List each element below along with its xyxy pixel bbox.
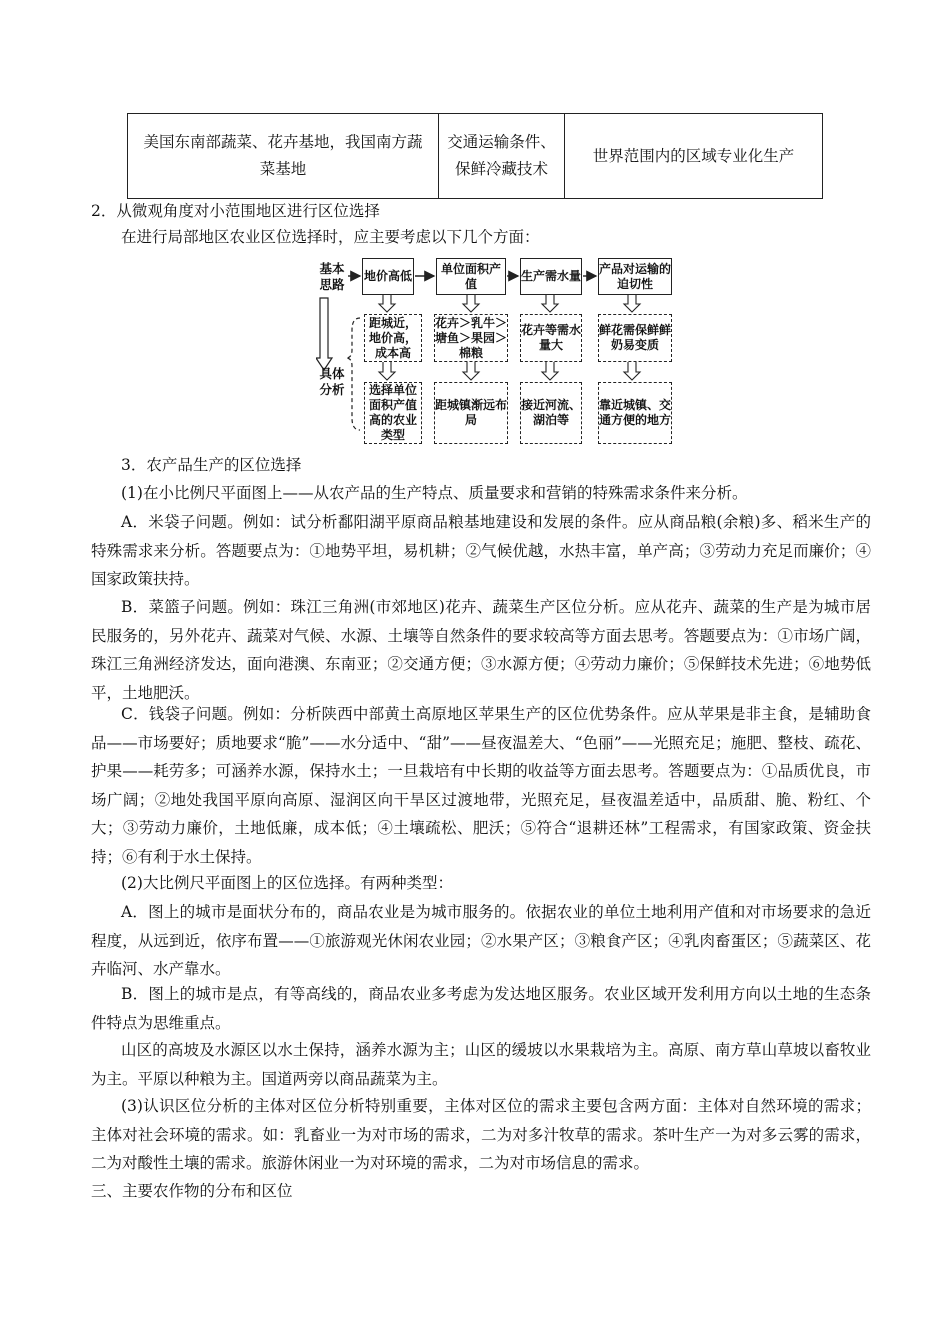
paragraph-large-scale: (2)大比例尺平面图上的区位选择。有两种类型：	[121, 874, 453, 892]
section-2-heading: 2．从微观角度对小范围地区进行区位选择	[91, 202, 380, 220]
top-box-transport-urgency: 产品对运输的迫切性	[598, 258, 672, 295]
paragraph-small-scale: (1)在小比例尺平面图上——从农产品的生产特点、质量要求和营销的特殊需求条件来分析。	[121, 484, 748, 502]
paragraph-money-bag: C．钱袋子问题。例如：分析陕西中部黄土高原地区苹果生产的区位优势条件。应从苹果是非主食，是辅助食品——市场要好；质地要求“脆”——水分适中、“甜”——昼夜温差大、“色丽”——光照充足；施肥、整枝、疏花、护果——耗劳多；可涵养水源，保持水土；一旦栽培有中长期的收益等方面去思考。答题要点为：①品质优良，市场广阔；②地处我国平原向高原、湿润区向干旱区过渡地带，光照充足，昼夜温差适中，品质甜、脆、粉红、个大；③劳动力廉价，土地低廉，成本低；④土壤疏松、肥沃；⑤符合“退耕还林”工程需求，有国家政策、资金扶持；⑥有利于水土保持。	[91, 705, 871, 866]
paragraph-city-area: A．图上的城市是面状分布的，商品农业是为城市服务的。依据农业的单位土地利用产值和对市场要求的急近程度，从远到近，依序布置——①旅游观光休闲农业园；②水果产区；③粮食产区；④乳肉畜蛋区；⑤蔬菜区、花卉临河、水产靠水。	[91, 903, 871, 978]
paragraph-vegetable-basket: B．菜篮子问题。例如：珠江三角洲(市郊地区)花卉、蔬菜生产区位分析。应从花卉、蔬菜的生产是为城市居民服务的，另外花卉、蔬菜对气候、水源、土壤等自然条件的要求较高等方面去思考。答题要点为：①市场广阔，珠江三角洲经济发达，面向港澳、东南亚；②交通方便；③水源方便；④劳动力廉价；⑤保鲜技术先进；⑥地势低平，土地肥沃。	[91, 598, 871, 702]
bottom-box-high-output-type: 选择单位面积产值高的农业类型	[364, 382, 422, 444]
region-table	[127, 113, 823, 199]
paragraph-rice-bag: A．米袋子问题。例如：试分析鄱阳湖平原商品粮基地建设和发展的条件。应从商品粮(余粮)多、稻米生产的特殊需求来分析。答题要点为：①地势平坦，易机耕；②气候优越，水热丰富，单产高；③劳动力充足而廉价；④国家政策扶持。	[91, 513, 871, 588]
top-box-land-price: 地价高低	[362, 258, 414, 295]
mid-box-perishable: 鲜花需保鲜鲜奶易变质	[598, 314, 672, 362]
main-section-heading: 三、主要农作物的分布和区位	[91, 1182, 293, 1200]
top-box-water-need: 生产需水量	[520, 258, 582, 295]
bottom-box-near-water: 接近河流、湖泊等	[520, 382, 582, 444]
table-cell-feature: 世界范围内的区域专业化生产	[565, 114, 823, 199]
table-cell-condition: 交通运输条件、保鲜冷藏技术	[439, 114, 565, 199]
table-cell-region: 美国东南部蔬菜、花卉基地，我国南方蔬菜基地	[128, 114, 439, 199]
mid-box-output-ranking: 花卉＞乳牛＞塘鱼＞果园＞棉粮	[434, 314, 508, 362]
diagram-label-basic-idea: 基本思路	[319, 261, 345, 292]
bottom-box-distance-layout: 距城镇渐远布局	[434, 382, 508, 444]
bottom-box-near-town: 靠近城镇、交通方便的地方	[598, 382, 672, 444]
diagram-label-specific-analysis: 具体分析	[319, 366, 345, 397]
location-analysis-diagram	[316, 258, 696, 448]
section-3-heading: 3．农产品生产的区位选择	[121, 456, 302, 474]
mid-box-flower-water: 花卉等需水量大	[520, 314, 582, 362]
paragraph-subject-demand: (3)认识区位分析的主体对区位分析特别重要，主体对区位的需求主要包含两方面：主体对自然环境的需求；主体对社会环境的需求。如：乳畜业一为对市场的需求，二为对多汁牧草的需求。茶叶生产一为对多云雾的需求，二为对酸性土壤的需求。旅游休闲业一为对环境的需求，二为对市场信息的需求。	[91, 1097, 871, 1172]
top-box-unit-output: 单位面积产值	[436, 258, 506, 295]
paragraph-mountain-use: 山区的高坡及水源区以水土保持，涵养水源为主；山区的缓坡以水果栽培为主。高原、南方草山草坡以畜牧业为主。平原以种粮为主。国道两旁以商品蔬菜为主。	[91, 1041, 871, 1088]
paragraph-city-point: B．图上的城市是点，有等高线的，商品农业多考虑为发达地区服务。农业区域开发利用方向以土地的生态条件特点为思维重点。	[91, 985, 871, 1032]
mid-box-near-city: 距城近，地价高，成本高	[364, 314, 422, 362]
table-row	[128, 114, 823, 199]
section-2-intro: 在进行局部地区农业区位选择时，应主要考虑以下几个方面：	[121, 228, 540, 246]
